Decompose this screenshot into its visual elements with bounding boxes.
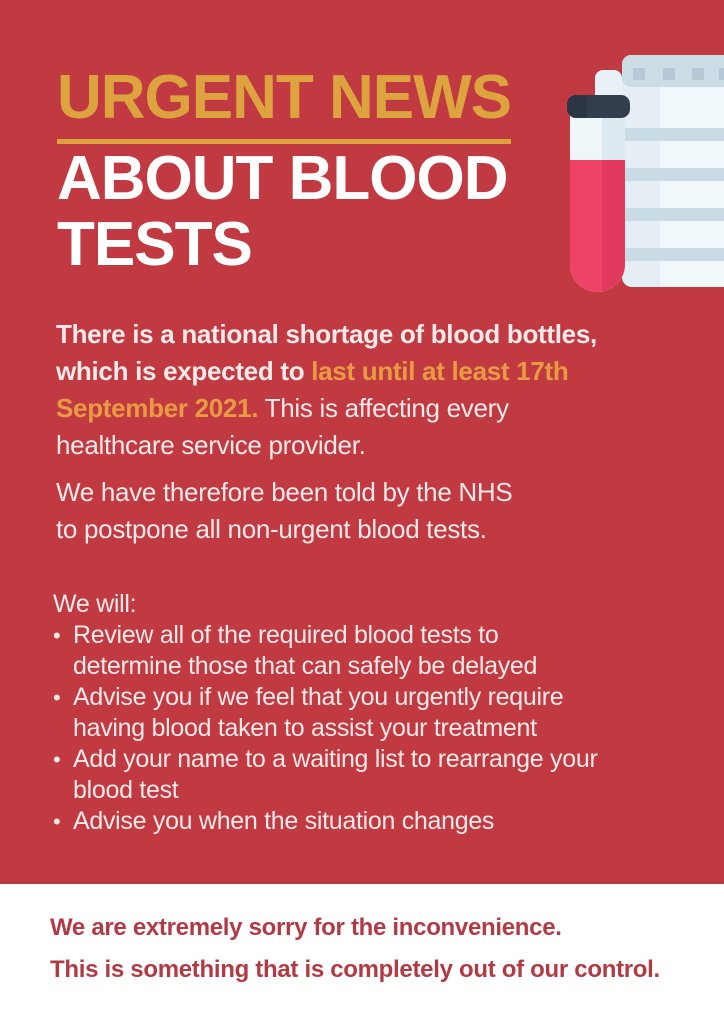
bullet-icon: • xyxy=(53,747,61,772)
test-tube-cap xyxy=(567,95,630,118)
highlighted-date-text: last until at least 17th xyxy=(311,356,569,386)
nhs-text-line2: to postpone all non-urgent blood tests. xyxy=(56,514,487,544)
bullet-icon: • xyxy=(53,685,61,710)
report-text-line xyxy=(625,208,724,221)
page-title xyxy=(57,146,508,278)
list-item-text: Advise you when the situation changes xyxy=(73,807,495,835)
highlighted-date-text: September 2021. xyxy=(56,393,259,423)
bullet-icon: • xyxy=(53,623,61,648)
intro-text: which is expected to xyxy=(56,356,312,386)
apology-line1: We are extremely sorry for the inconvenience. xyxy=(50,914,562,941)
report-text-line xyxy=(625,248,724,261)
blood-test-illustration xyxy=(555,45,724,301)
apology-line2: This is something that is completely out of our control. xyxy=(50,956,660,983)
list-item-text: Advise you if we feel that you urgently require xyxy=(73,683,564,711)
list-item xyxy=(53,620,597,682)
list-item-text: having blood taken to assist your treatment xyxy=(73,714,537,742)
list-item-text: Add your name to a waiting list to rearrange your xyxy=(73,745,598,773)
intro-text: This is affecting every xyxy=(258,393,509,423)
list-item-text: determine those that can safely be delayed xyxy=(73,652,538,680)
list-item xyxy=(53,806,597,837)
report-square-icon xyxy=(719,68,724,80)
test-tube-icon xyxy=(570,108,625,292)
list-item xyxy=(53,744,597,806)
nhs-paragraph xyxy=(56,474,512,548)
intro-paragraph xyxy=(56,316,597,464)
report-text-line xyxy=(625,128,724,141)
list-heading: We will: xyxy=(53,590,137,618)
footer-panel xyxy=(0,884,724,1024)
blood-fill xyxy=(570,160,625,292)
bullet-icon: • xyxy=(53,809,61,834)
list-item-text: blood test xyxy=(73,776,179,804)
report-text-line xyxy=(625,168,724,181)
intro-text: healthcare service provider. xyxy=(56,430,366,460)
page-title-line1: ABOUT BLOOD xyxy=(57,144,508,213)
nhs-text-line1: We have therefore been told by the NHS xyxy=(56,477,513,507)
report-square-icon xyxy=(663,68,675,80)
report-square-icon xyxy=(633,68,645,80)
page-title-line2: TESTS xyxy=(57,210,252,279)
we-will-list xyxy=(53,589,597,837)
apology-text xyxy=(50,913,660,985)
intro-text: There is a national shortage of blood bottles, xyxy=(56,319,597,349)
report-square-icon xyxy=(692,68,704,80)
kicker-heading: URGENT NEWS xyxy=(57,67,511,144)
list-item xyxy=(53,682,597,744)
list-item-text: Review all of the required blood tests to xyxy=(73,621,499,649)
